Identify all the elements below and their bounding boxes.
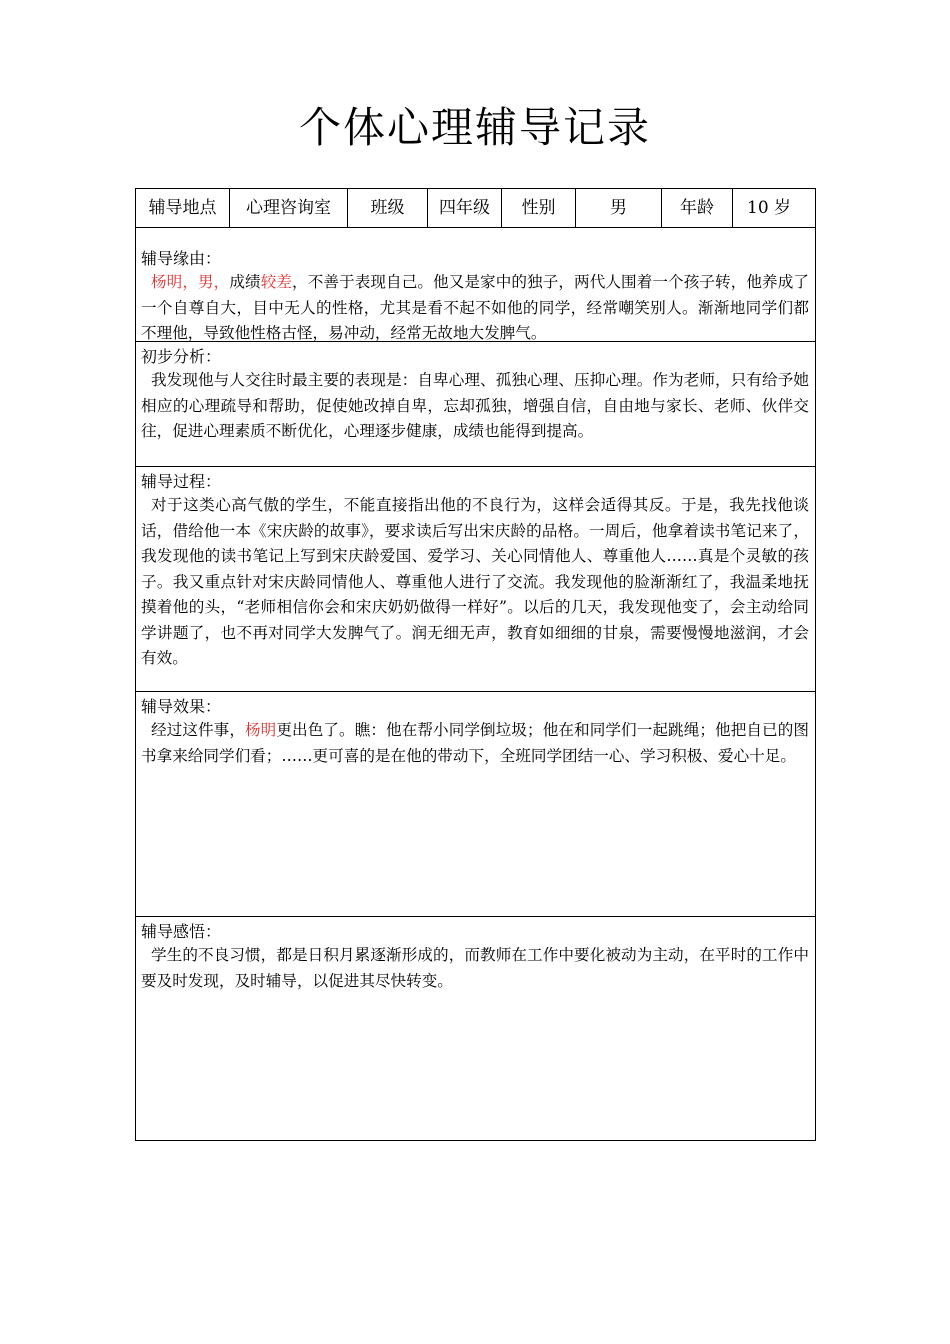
analysis-body: 我发现他与人交往时最主要的表现是：自卑心理、孤独心理、压抑心理。作为老师，只有给予她相应的心理疏导和帮助，促使她改掉自卑，忘却孤独，增强自信，自由地与家长、老师、伙伴交往，促进心理素质不断优化，心理逐步健康，成绩也能得到提高。 — [141, 371, 809, 440]
process-title: 辅导过程： — [141, 472, 222, 491]
analysis-title: 初步分析： — [141, 347, 222, 366]
process-section — [136, 467, 815, 692]
reason-text-1: 成绩 — [229, 273, 261, 291]
class-value: 四年级 — [428, 189, 502, 227]
student-name: 杨明，男， — [151, 273, 230, 291]
effect-body — [141, 718, 809, 769]
age-value: 10 岁 — [747, 198, 792, 218]
info-row — [136, 189, 815, 228]
grade-highlight: 较差 — [260, 273, 293, 291]
place-value: 心理咨询室 — [230, 189, 348, 227]
age-label: 年龄 — [662, 189, 733, 227]
effect-section — [136, 692, 815, 917]
page-title: 个体心理辅导记录 — [298, 103, 651, 152]
reflection-title: 辅导感悟： — [141, 922, 222, 941]
student-name-2: 杨明 — [245, 721, 277, 739]
effect-text-1: 经过这件事， — [151, 721, 246, 739]
place-label: 辅导地点 — [136, 189, 230, 227]
effect-title: 辅导效果： — [141, 697, 222, 716]
process-body: 对于这类心高气傲的学生，不能直接指出他的不良行为，这样会适得其反。于是，我先找他谈话，借给他一本《宋庆龄的故事》，要求读后写出宋庆龄的品格。一周后，他拿着读书笔记来了，我发现他的读书笔记上写到宋庆龄爱国、爱学习、关心同情他人、尊重他人……真是个灵敏的孩子。我又重点针对宋庆龄同情他人、尊重他人进行了交流。我发现他的脸渐渐红了，我温柔地抚摸着他的头，“老师相信你会和宋庆奶奶做得一样好”。以后的几天，我发现他变了，会主动给同学讲题了，也不再对同学大发脾气了。润无细无声，教育如细细的甘泉，需要慢慢地滋润，才会有效。 — [141, 496, 809, 667]
reason-section — [136, 228, 815, 342]
reason-text-2: ，不善于表现自己。他又是家中的独子，两代人围着一个孩子转，他养成了一个自尊自大，目中无人的性格，尤其是看不起不如他的同学，经常嘲笑别人。渐渐地同学们都不理他，导致他性格古怪，易冲动，经常无故地大发脾气。 — [141, 273, 809, 342]
reason-body — [141, 270, 809, 347]
record-form — [135, 188, 816, 1141]
class-label: 班级 — [348, 189, 428, 227]
effect-text-2: 更出色了。瞧：他在帮小同学倒垃圾；他在和同学们一起跳绳；他把自已的图书拿来给同学们看；……更可喜的是在他的带动下，全班同学团结一心、学习积极、爱心十足。 — [141, 721, 809, 765]
reason-title: 辅导缘由： — [141, 249, 222, 268]
gender-value: 男 — [576, 189, 662, 227]
reflection-body: 学生的不良习惯，都是日积月累逐渐形成的，而教师在工作中要化被动为主动，在平时的工作中要及时发现，及时辅导，以促进其尽快转变。 — [141, 946, 809, 990]
analysis-section — [136, 342, 815, 467]
gender-label: 性别 — [502, 189, 576, 227]
reflection-section — [136, 917, 815, 1140]
